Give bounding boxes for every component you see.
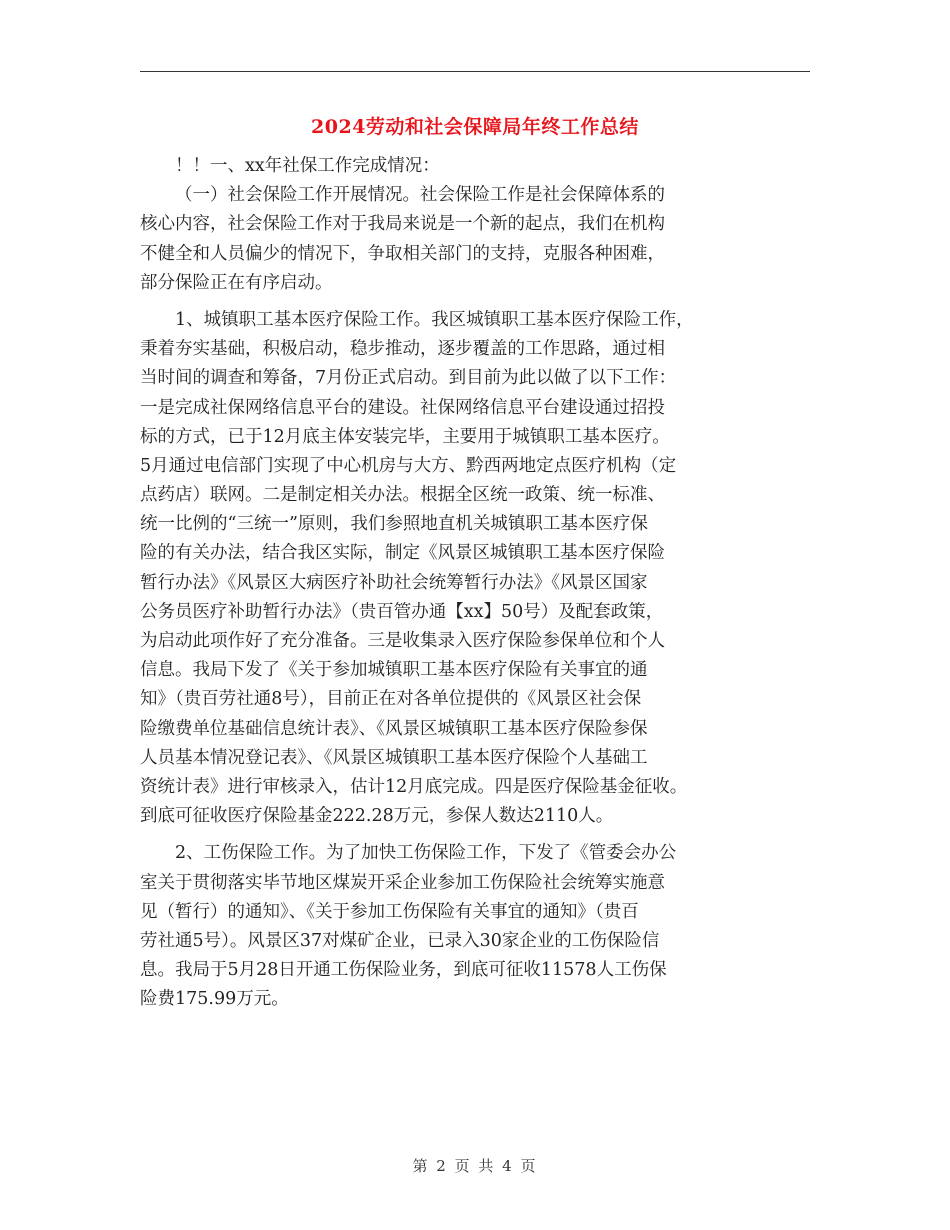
body-line: 信息。我局下发了《关于参加城镇职工基本医疗保险有关事宜的通: [140, 660, 648, 681]
body-line: 暂行办法》《风景区大病医疗补助社会统筹暂行办法》《风景区国家: [140, 572, 648, 593]
body-line: 人员基本情况登记表》、《风景区城镇职工基本医疗保险个人基础工: [140, 747, 648, 768]
body-line: 到底可征收医疗保险基金222.28万元，参保人数达2110人。: [140, 806, 614, 827]
body-line: 秉着夯实基础，积极启动，稳步推动，逐步覆盖的工作思路，通过相: [140, 339, 665, 360]
body-line: 不健全和人员偏少的情况下，争取相关部门的支持，克服各种困难，: [140, 243, 665, 264]
body-line: 部分保险正在有序启动。: [140, 272, 333, 293]
body-line: 公务员医疗补助暂行办法》（贵百管办通【xx】50号）及配套政策，: [140, 601, 664, 622]
body-line: 险缴费单位基础信息统计表》、《风景区城镇职工基本医疗保险参保: [140, 718, 648, 739]
body-line: 核心内容，社会保险工作对于我局来说是一个新的起点，我们在机构: [140, 214, 665, 235]
body-line: 资统计表》进行审核录入，估计12月底完成。四是医疗保险基金征收。: [140, 776, 688, 797]
body-line: 为启动此项作好了充分准备。三是收集录入医疗保险参保单位和个人: [140, 631, 665, 651]
body-line: 劳社通5号）。风景区37对煤矿企业，已录入30家企业的工伤保险信: [140, 930, 660, 951]
body-line: 室关于贯彻落实毕节地区煤炭开采企业参加工伤保险社会统筹实施意: [140, 872, 665, 893]
body-line: 标的方式，已于12月底主体安装完毕，主要用于城镇职工基本医疗。: [140, 426, 670, 447]
body-line: 1、城镇职工基本医疗保险工作。我区城镇职工基本医疗保险工作，: [175, 309, 694, 330]
body-line: 点药店）联网。二是制定相关办法。根据全区统一政策、统一标准、: [140, 485, 665, 506]
body-line: ！！一、xx年社保工作完成情况：: [175, 156, 440, 176]
header-rule: [140, 71, 810, 72]
body-line: 5月通过电信部门实现了中心机房与大方、黔西两地定点医疗机构（定: [140, 455, 677, 476]
body-line: 险的有关办法，结合我区实际，制定《风景区城镇职工基本医疗保险: [140, 543, 665, 564]
body-line: （一）社会保险工作开展情况。社会保险工作是社会保障体系的: [175, 185, 665, 206]
body-line: 知》（贵百劳社通8号），目前正在对各单位提供的《风景区社会保: [140, 689, 642, 710]
body-line: 险费175.99万元。: [140, 989, 289, 1010]
body-line: 统一比例的“三统一”原则，我们参照地直机关城镇职工基本医疗保: [140, 514, 648, 535]
body-line: 当时间的调查和筹备，7月份正式启动。到目前为此以做了以下工作：: [140, 368, 677, 389]
document-body: [140, 152, 830, 1014]
body-line: 一是完成社保网络信息平台的建设。社保网络信息平台建设通过招投: [140, 397, 665, 418]
body-line: 2、工伤保险工作。为了加快工伤保险工作，下发了《管委会办公: [175, 843, 677, 864]
body-line: 息。我局于5月28日开通工伤保险业务，到底可征收11578人工伤保: [140, 960, 667, 981]
body-line: 见（暂行）的通知》、《关于参加工伤保险有关事宜的通知》（贵百: [140, 901, 639, 922]
document-title: 2024劳动和社会保障局年终工作总结: [311, 116, 639, 138]
page-footer: 第 2 页 共 4 页: [412, 1157, 538, 1175]
